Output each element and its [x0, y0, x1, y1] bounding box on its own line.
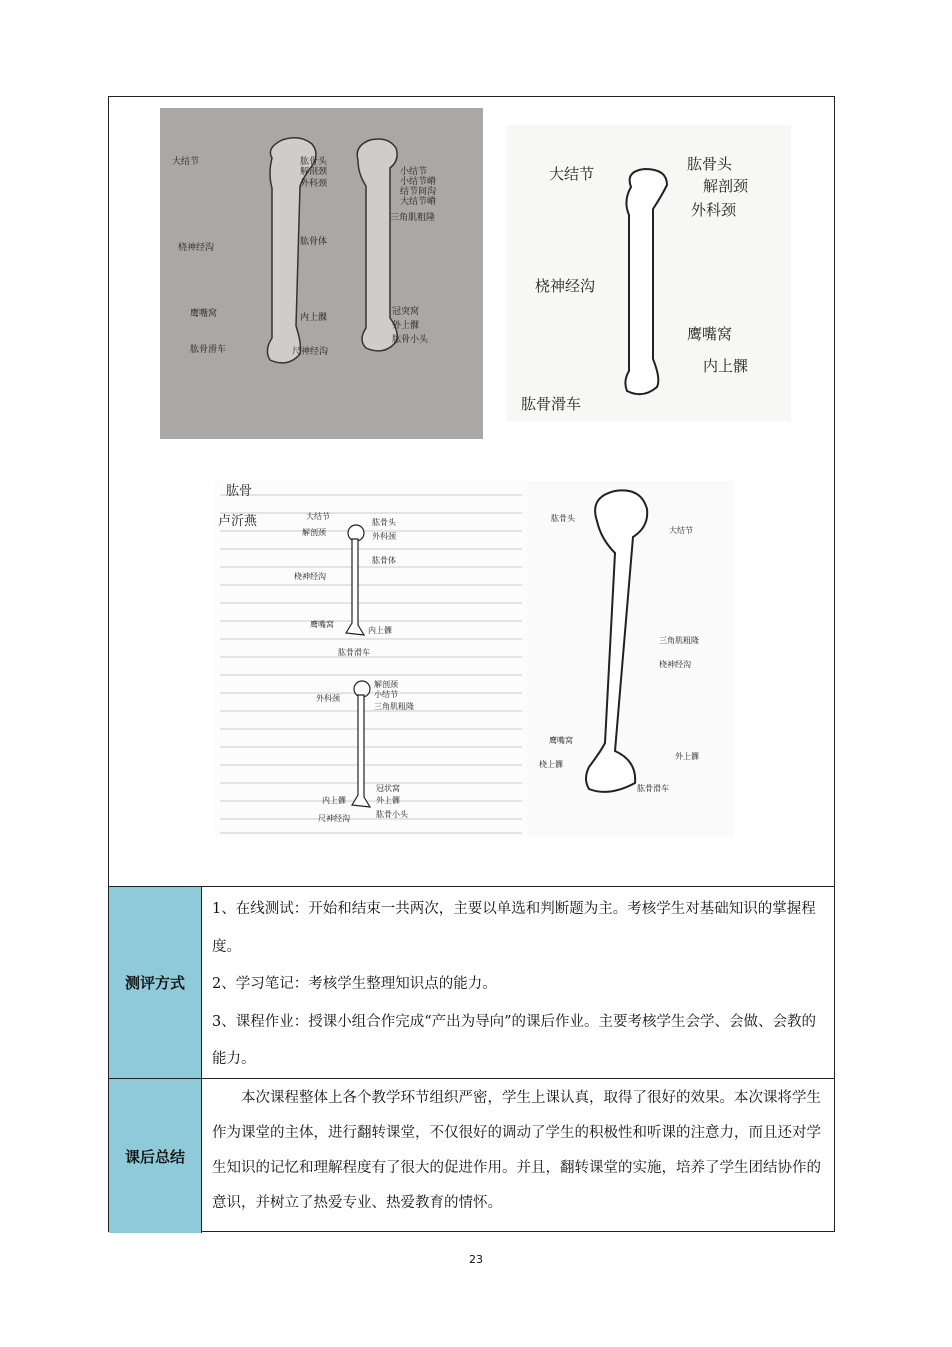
notebook-label: 大结节: [306, 512, 330, 521]
photo2-label: 内上髁: [703, 357, 749, 375]
notebook-photo: [214, 481, 526, 837]
photo1-right-label: 三角肌粗隆: [390, 213, 436, 223]
notebook-label: 冠状窝: [376, 784, 400, 793]
photo2-label: 肱骨滑车: [521, 395, 582, 413]
photo1-right-label: 小结节: [400, 167, 428, 177]
notebook-label: 尺神经沟: [318, 814, 350, 823]
photo2-label: 肱骨头: [687, 155, 733, 173]
photo2-label: 解剖颈: [703, 177, 749, 195]
figure-row: [109, 97, 834, 887]
notebook-label: 肱骨小头: [376, 810, 408, 819]
photo2-label: 桡神经沟: [535, 277, 596, 295]
humerus-photo-1: [160, 108, 483, 439]
paragraph: 3、课程作业：授课小组合作完成“产出为导向”的课后作业。主要考核学生会学、会做、会教的能力。: [212, 1013, 817, 1067]
photo1-mid-label: 尺神经沟: [292, 347, 329, 357]
photo1-left-label: 肱骨滑车: [190, 345, 227, 355]
photo1-right-label: 结节间沟: [400, 187, 437, 197]
drawing-label: 大结节: [669, 526, 693, 535]
paragraph: 2、学习笔记：考核学生整理知识点的能力。: [212, 976, 497, 992]
row-label: 测评方式: [109, 887, 202, 1078]
photo1-right-label: 大结节嵴: [400, 197, 437, 207]
paragraph: 本次课程整体上各个教学环节组织严密，学生上课认真，取得了很好的效果。本次课将学生作为课堂的主体，进行翻转课堂，不仅很好的调动了学生的积极性和听课的注意力，而且还对学生知识的记忆和理解程度有了很大的促进作用。并且，翻转课堂的实施，培养了学生团结协作的意识，并树立了热爱专业、热爱教育的情怀。: [212, 1090, 821, 1211]
photo2-label: 鹰嘴窝: [687, 325, 733, 343]
lesson-table: [108, 96, 835, 1232]
page-number: 23: [469, 1253, 483, 1266]
photo1-mid-label: 外科颈: [300, 179, 328, 189]
drawing-label: 桡神经沟: [659, 660, 691, 669]
notebook-label: 桡神经沟: [294, 572, 326, 581]
drawing-label: 外上髁: [675, 752, 699, 761]
row-label: 课后总结: [109, 1079, 202, 1233]
notebook-subtitle: 卢沂燕: [218, 514, 258, 529]
humerus-drawing: [527, 481, 734, 837]
paragraph: 1、在线测试：开始和结束一共两次，主要以单选和判断题为主。考核学生对基础知识的掌握程度。: [212, 901, 816, 955]
drawing-label: 鹰嘴窝: [549, 736, 573, 745]
notebook-label: 三角肌粗隆: [374, 702, 414, 711]
notebook-label: 外科颈: [316, 694, 340, 703]
assessment-row: [109, 887, 834, 1079]
drawing-label: 肱骨头: [551, 514, 575, 523]
notebook-label: 外科颈: [372, 532, 396, 541]
photo2-label: 外科颈: [691, 201, 737, 219]
photo1-mid-label: 肱骨头: [300, 157, 328, 167]
photo1-right-label: 小结节嵴: [400, 177, 437, 187]
notebook-label: 内上髁: [322, 796, 346, 805]
photo1-right-label: 冠突窝: [392, 307, 420, 317]
notebook-label: 内上髁: [368, 626, 392, 635]
notebook-label: 肱骨头: [372, 518, 396, 527]
drawing-label: 桡上髁: [539, 760, 563, 769]
notebook-label: 小结节: [374, 690, 398, 699]
notebook-label: 外上髁: [376, 796, 400, 805]
summary-row: [109, 1079, 834, 1233]
photo1-mid-label: 内上髁: [300, 313, 328, 323]
photo1-left-label: 大结节: [172, 157, 200, 167]
notebook-label: 解剖颈: [302, 528, 326, 537]
photo1-left-label: 桡神经沟: [178, 243, 215, 253]
photo1-right-label: 肱骨小头: [392, 335, 429, 345]
notebook-label: 肱骨滑车: [338, 648, 370, 657]
photo1-mid-label: 解剖颈: [300, 167, 328, 177]
notebook-label: 解剖颈: [374, 680, 398, 689]
drawing-label: 肱骨滑车: [637, 784, 669, 793]
row-content: [202, 887, 834, 1078]
photo1-right-label: 外上髁: [392, 321, 420, 331]
notebook-label: 肱骨体: [372, 556, 396, 565]
row-content: [202, 1079, 834, 1233]
photo1-mid-label: 肱骨体: [300, 237, 328, 247]
notebook-label: 鹰嘴窝: [310, 620, 334, 629]
notebook-title: 肱骨: [226, 484, 253, 499]
drawing-label: 三角肌粗隆: [659, 636, 699, 645]
photo2-label: 大结节: [549, 165, 595, 183]
photo1-left-label: 鹰嘴窝: [190, 309, 218, 319]
humerus-photo-2: [507, 125, 791, 421]
